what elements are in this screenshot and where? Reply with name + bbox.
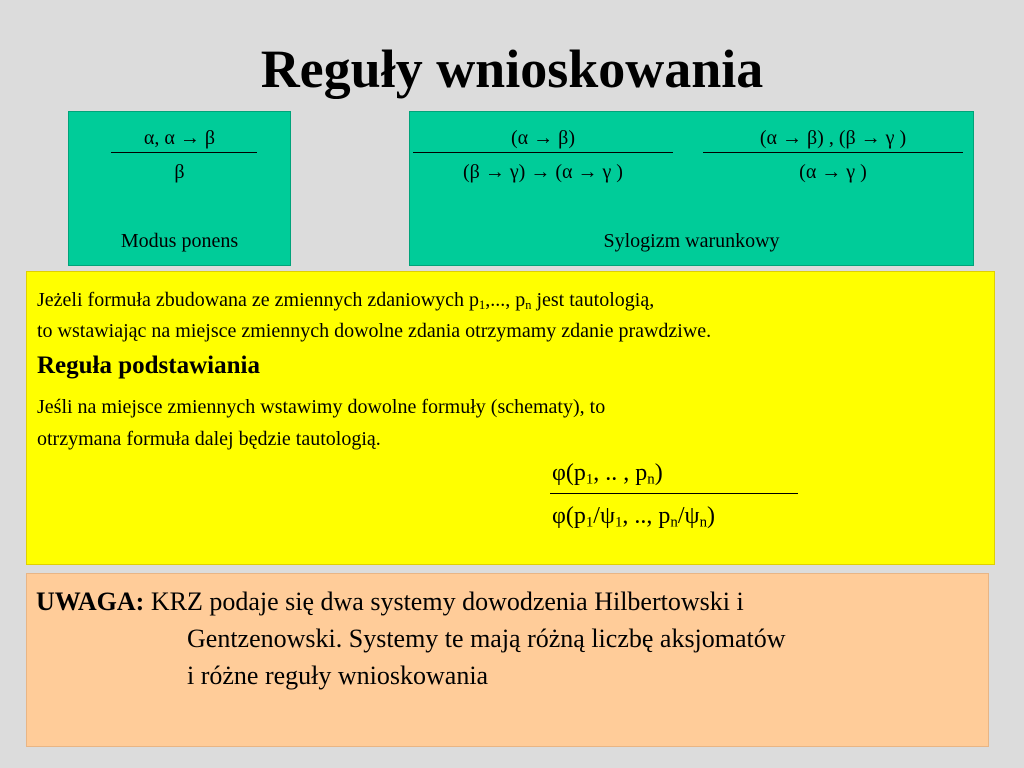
sylogizm-rule1-conclusion: (β → γ) → (α → γ ) <box>463 161 623 183</box>
modus-ponens-label: Modus ponens <box>120 230 239 252</box>
substitution-rule-box <box>26 271 995 565</box>
page-title: Reguły wnioskowania <box>260 39 764 99</box>
substitution-formula-top: $\varphi(p_1$, .. , $p_n$) <box>552 460 663 488</box>
substitution-line-3: Jeśli na miejsce zmiennych wstawimy dowolne formuły (schematy), to <box>37 396 606 418</box>
sylogizm-rule2-inference-line <box>703 152 963 153</box>
sylogizm-label: Sylogizm warunkowy <box>603 230 780 252</box>
note-box <box>26 573 989 747</box>
note-line-2: Gentzenowski. Systemy te mają różną liczbę aksjomatów <box>187 624 786 653</box>
sylogizm-rule2-premise: (α → β) , (β → γ ) <box>759 127 907 149</box>
sylogizm-rule2-conclusion: (α → γ ) <box>799 161 867 183</box>
modus-ponens-premise: α, α → β <box>143 127 216 149</box>
substitution-formula-bottom: $\varphi(p_1/\psi_1$, .., $p_n/\psi_n$) <box>552 503 715 531</box>
substitution-line-1: Jeżeli formuła zbudowana ze zmiennych zdaniowych $p_1$,..., $p_n$ jest tautologią, <box>37 289 655 313</box>
sylogizm-rule1-inference-line <box>413 152 673 153</box>
note-line-1: UWAGA: KRZ podaje się dwa systemy dowodzenia Hilbertowski i <box>36 587 744 616</box>
note-line-3: i różne reguły wnioskowania <box>187 661 489 690</box>
modus-ponens-inference-line <box>111 152 257 153</box>
substitution-line-4: otrzymana formuła dalej będzie tautologią. <box>37 428 381 450</box>
substitution-heading: Reguła podstawiania <box>37 352 260 379</box>
note-label: UWAGA: <box>36 587 145 616</box>
modus-ponens-conclusion: β <box>174 161 185 183</box>
sylogizm-box <box>409 111 974 266</box>
substitution-line-2: to wstawiając na miejsce zmiennych dowolne zdania otrzymamy zdanie prawdziwe. <box>37 320 712 342</box>
sylogizm-rule1-premise: (α → β) <box>511 127 575 149</box>
modus-ponens-box <box>68 111 291 266</box>
substitution-formula-line <box>550 493 798 494</box>
